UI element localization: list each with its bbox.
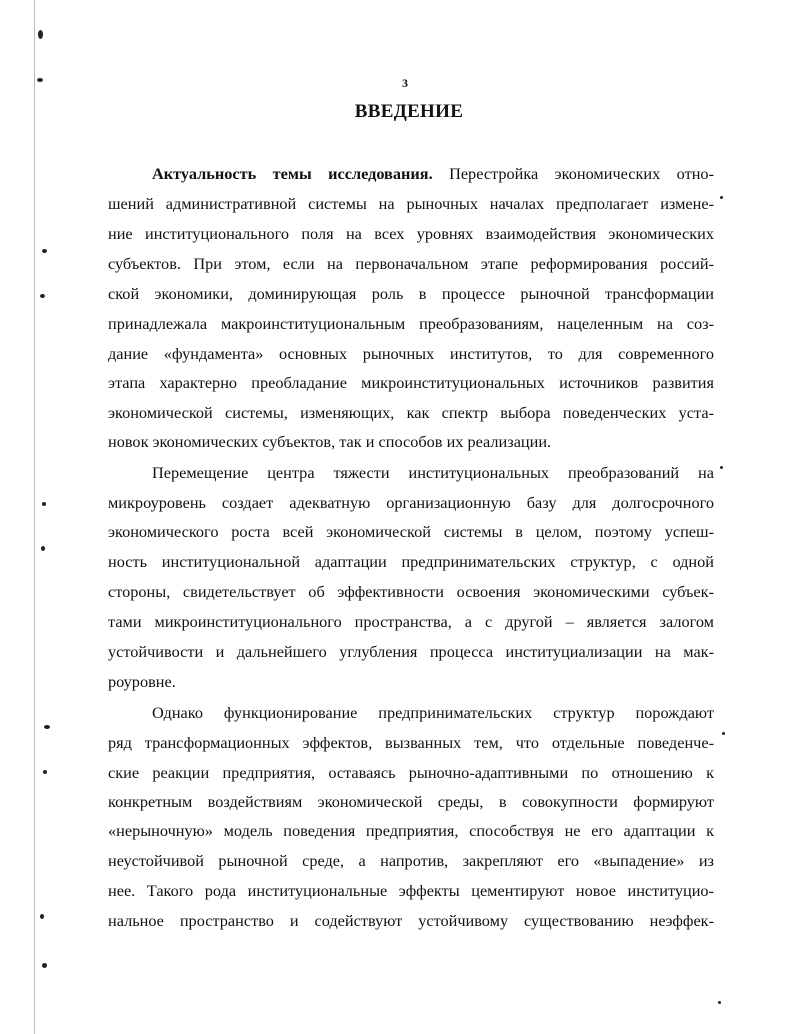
- scan-speck: [41, 546, 45, 551]
- text-line: экономической системы, изменяющих, как спектр выбора поведенческих уста-: [108, 403, 714, 422]
- text-line: «нерыночную» модель поведения предприятия, способствуя не его адаптации к: [108, 821, 714, 840]
- text-line: ской экономики, доминирующая роль в процессе рыночной трансформации: [108, 284, 714, 303]
- scan-speck: [40, 294, 45, 298]
- text-line: тами микроинституционального пространства, а с другой – является залогом: [108, 612, 714, 631]
- text-line: субъектов. При этом, если на первоначальном этапе реформирования россий-: [108, 254, 714, 273]
- text-line: нальное пространство и содействуют устойчивому существованию неэффек-: [108, 911, 714, 930]
- scan-margin-line: [34, 0, 35, 1034]
- scan-speck: [44, 725, 50, 729]
- scan-speck: [42, 963, 47, 968]
- text-line: принадлежала макроинституциональным преобразованиям, нацеленным на соз-: [108, 314, 714, 333]
- text-line: новок экономических субъектов, так и способов их реализации.: [108, 432, 552, 451]
- text-line: ские реакции предприятия, оставаясь рыночно-адаптивными по отношению к: [108, 763, 714, 782]
- page-number: 3: [402, 76, 408, 90]
- text-line: конкретным воздействиям экономической среды, в совокупности формируют: [108, 792, 714, 811]
- scan-speck: [720, 196, 723, 199]
- text-line: ность институциональной адаптации предпринимательских структур, с одной: [108, 552, 714, 571]
- text-line: шений административной системы на рыночных началах предполагает измене-: [108, 194, 714, 213]
- scan-speck: [42, 249, 47, 253]
- section-heading: ВВЕДЕНИЕ: [354, 101, 464, 122]
- scan-speck: [38, 30, 43, 39]
- scan-speck: [40, 914, 44, 919]
- lead-phrase: Актуальность темы исследования.: [152, 164, 433, 183]
- text-line: [152, 159, 714, 189]
- text-line: роуровне.: [108, 672, 176, 691]
- text-line: этапа характерно преобладание микроинституциональных источников развития: [108, 373, 714, 392]
- text-line-rest: Перестройка экономических отно-: [432, 164, 714, 183]
- text-line: ние институционального поля на всех уровнях взаимодействия экономических: [108, 224, 714, 243]
- text-line: Перемещение центра тяжести институциональных преобразований на: [152, 463, 714, 482]
- text-line: микроуровень создает адекватную организационную базу для долгосрочного: [108, 493, 714, 512]
- text-line: дание «фундамента» основных рыночных институтов, то для современного: [108, 344, 714, 363]
- scan-speck: [42, 502, 46, 506]
- scan-speck: [718, 1001, 721, 1004]
- text-line: неустойчивой рыночной среде, а напротив, закрепляют его «выпадение» из: [108, 851, 714, 870]
- scan-speck: [720, 466, 723, 469]
- text-line: Однако функционирование предпринимательских структур порождают: [152, 703, 714, 722]
- text-line: стороны, свидетельствует об эффективности освоения экономическими субъек-: [108, 582, 714, 601]
- scan-speck: [43, 770, 47, 774]
- text-line: нее. Такого рода институциональные эффекты цементируют новое институцио-: [108, 881, 714, 900]
- text-line: ряд трансформационных эффектов, вызванных тем, что отдельные поведенче-: [108, 733, 714, 752]
- text-line: устойчивости и дальнейшего углубления процесса институциализации на мак-: [108, 642, 714, 661]
- text-line: экономического роста всей экономической системы в целом, поэтому успеш-: [108, 522, 714, 541]
- scan-speck: [722, 732, 725, 735]
